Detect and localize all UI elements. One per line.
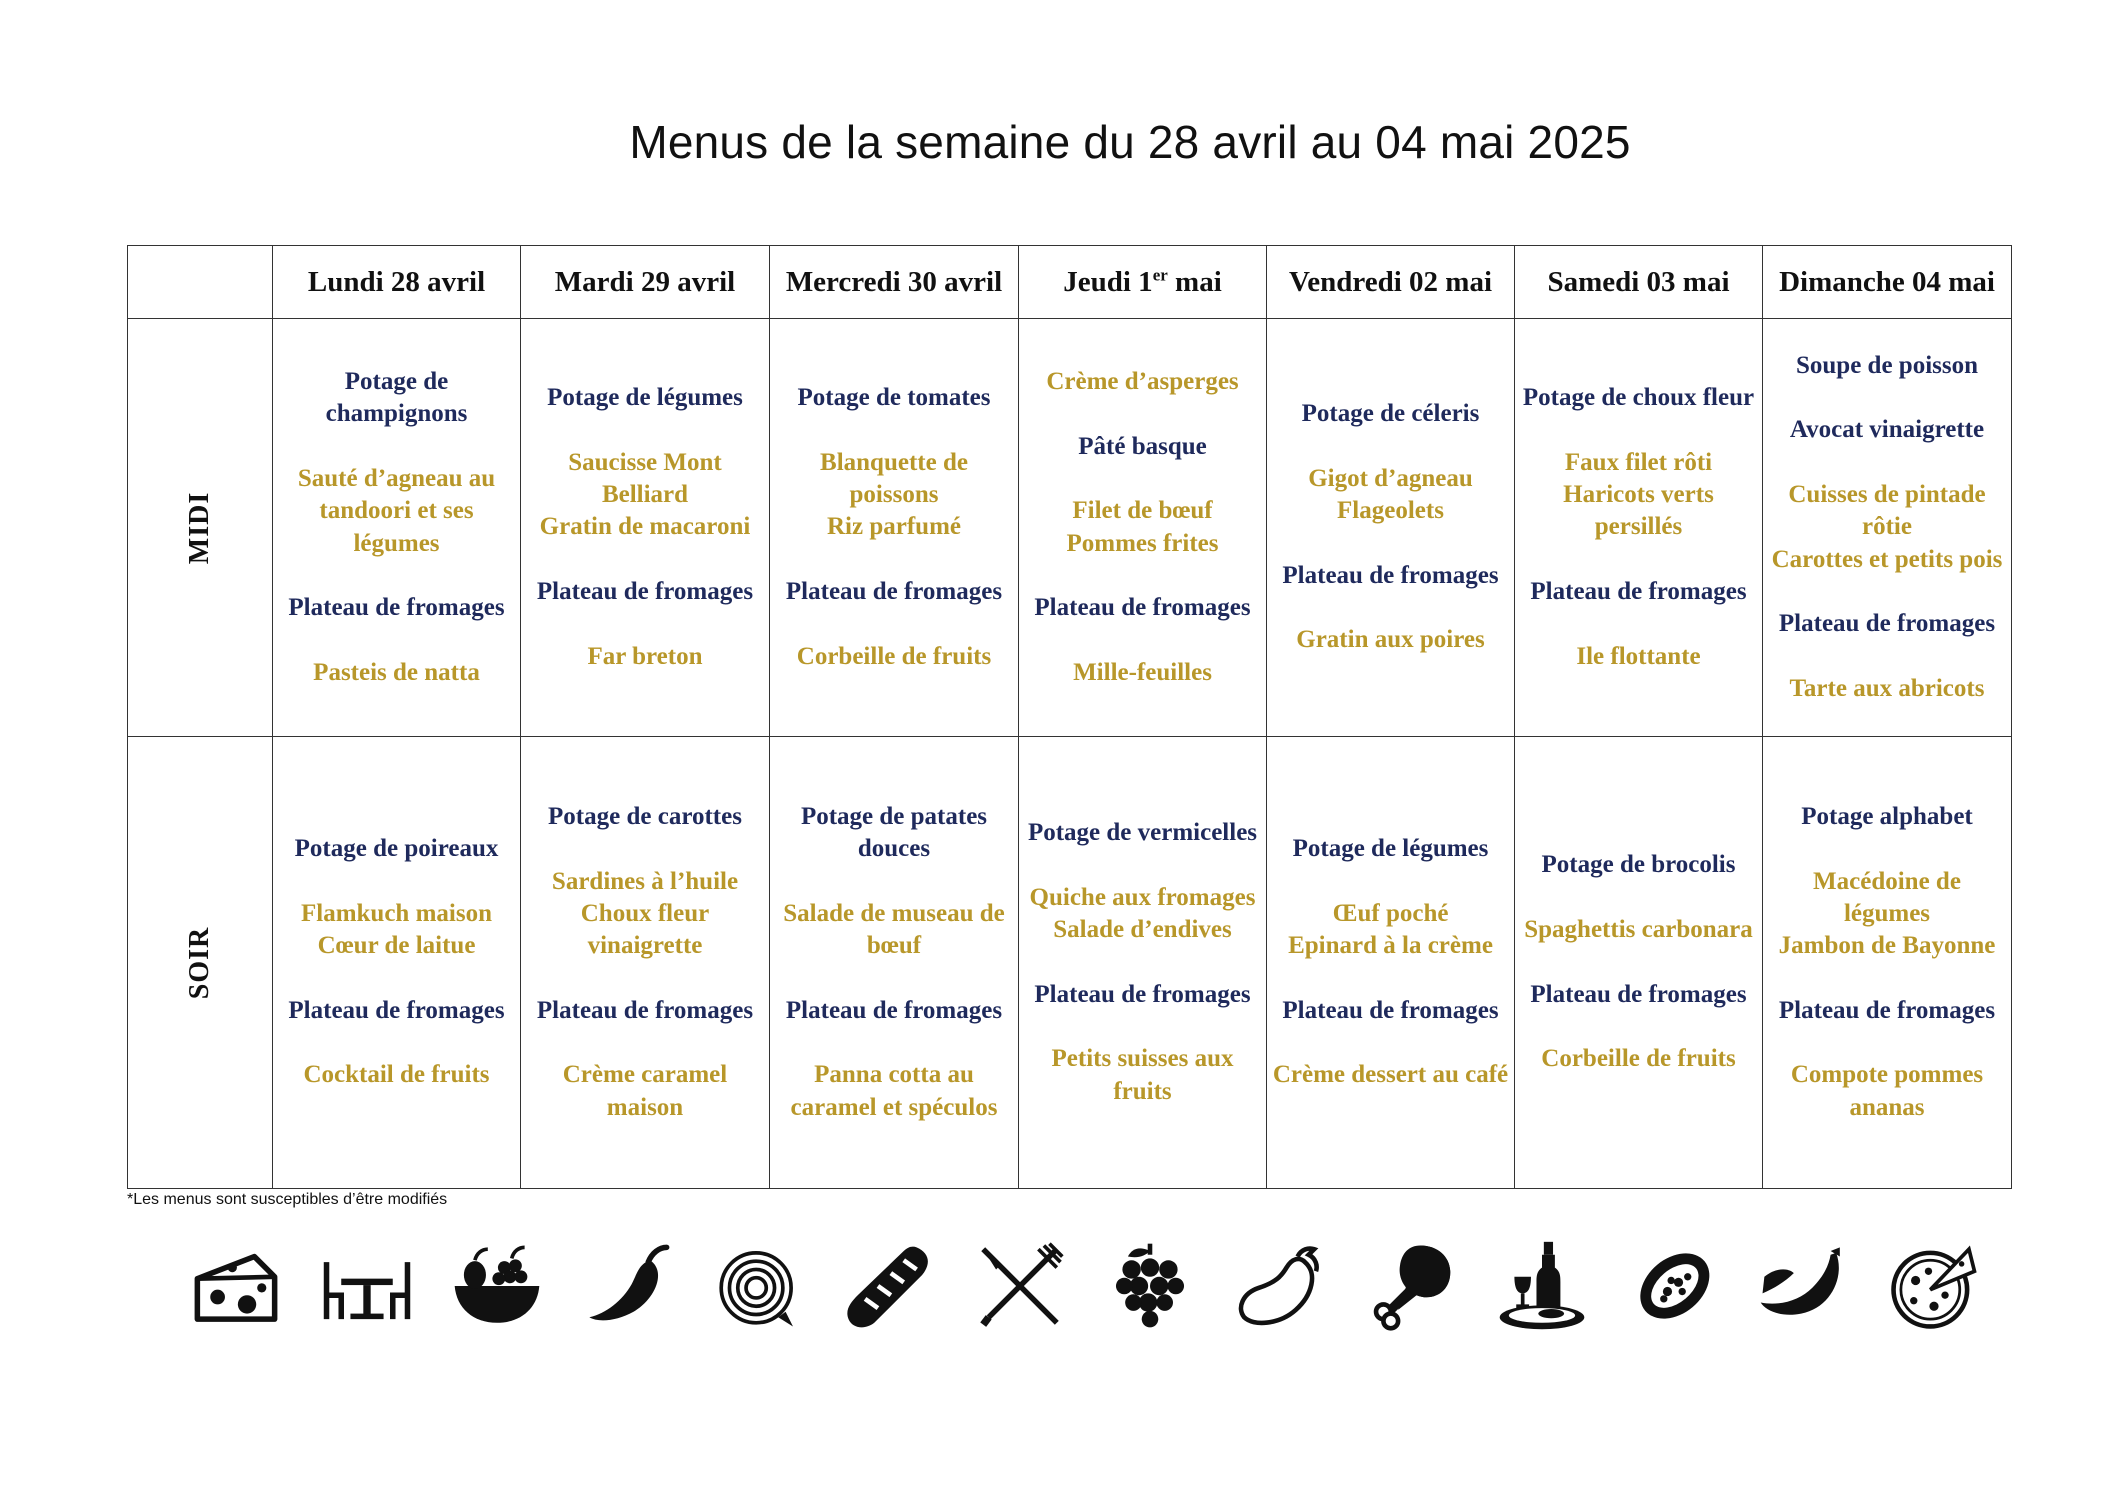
menu-item: Plateau de fromages bbox=[1034, 594, 1251, 622]
day-header bbox=[1019, 246, 1267, 319]
menu-item: Pâté basque bbox=[1078, 432, 1207, 460]
wine-platter-icon bbox=[1496, 1240, 1588, 1332]
menu-item: Crème caramel maison bbox=[562, 1061, 728, 1121]
menu-item: Potage de légumes bbox=[547, 384, 743, 412]
menu-item: Plateau de fromages bbox=[1530, 577, 1747, 605]
menu-item: Mille-feuilles bbox=[1073, 658, 1212, 686]
cheese-icon bbox=[190, 1240, 282, 1332]
day-header-text: mai bbox=[1167, 265, 1222, 298]
menu-item: Potage de carottes bbox=[548, 803, 742, 831]
menu-cell bbox=[1019, 737, 1267, 1189]
menu-cell bbox=[1515, 319, 1763, 737]
menu-item: Faux filet rôti Haricots verts persillés bbox=[1563, 448, 1714, 541]
menu-cell bbox=[521, 319, 770, 737]
menu-item: Cocktail de fruits bbox=[303, 1061, 490, 1089]
menu-cell bbox=[770, 737, 1019, 1189]
menu-item: Plateau de fromages bbox=[1778, 996, 1996, 1024]
menu-item: Cuisses de pintade rôtie Carottes et petits pois bbox=[1771, 481, 2003, 573]
menu-item: Corbeille de fruits bbox=[796, 642, 992, 670]
row-label-soir bbox=[128, 737, 273, 1189]
menu-item: Far breton bbox=[587, 642, 703, 670]
row-label-text: SOIR bbox=[184, 926, 215, 999]
menu-item: Blanquette de poissons Riz parfumé bbox=[820, 448, 968, 541]
menu-item: Petits suisses aux fruits bbox=[1051, 1045, 1234, 1105]
menu-item: Spaghettis carbonara bbox=[1524, 916, 1753, 944]
fruit-bowl-icon bbox=[451, 1240, 543, 1332]
baguette-icon bbox=[843, 1240, 935, 1332]
menu-item: Potage de brocolis bbox=[1541, 851, 1736, 879]
menu-cell bbox=[521, 737, 770, 1189]
table-chairs-icon bbox=[321, 1240, 413, 1332]
disclaimer-note: *Les menus sont susceptibles d’être modifiés bbox=[127, 1191, 448, 1208]
menu-item: Plateau de fromages bbox=[536, 996, 754, 1024]
menu-cell bbox=[1515, 737, 1763, 1189]
menu-item: Crème d’asperges bbox=[1046, 368, 1239, 396]
menu-item: Potage de patates douces bbox=[800, 803, 988, 863]
food-icon-strip bbox=[190, 1236, 1980, 1336]
header-row bbox=[128, 246, 2012, 319]
grapes-icon bbox=[1104, 1240, 1196, 1332]
menu-item: Flamkuch maison Cœur de laitue bbox=[300, 899, 492, 960]
day-header: Mercredi 30 avril bbox=[770, 246, 1019, 319]
chicken-leg-icon bbox=[1365, 1240, 1457, 1332]
menu-cell bbox=[273, 319, 521, 737]
menu-item: Sardines à l’huile Choux fleur vinaigrette bbox=[551, 867, 739, 960]
menu-item: Crème dessert au café bbox=[1272, 1061, 1509, 1089]
menu-item: Plateau de fromages bbox=[1778, 610, 1996, 638]
menu-item: Plateau de fromages bbox=[785, 577, 1003, 605]
menu-item: Panna cotta au caramel et spéculos bbox=[790, 1061, 998, 1121]
menu-item: Corbeille de fruits bbox=[1541, 1045, 1736, 1073]
menu-item: Sauté d’agneau au tandoori et ses légumes bbox=[297, 464, 496, 557]
fork-knife-icon bbox=[974, 1240, 1066, 1332]
day-header: Dimanche 04 mai bbox=[1763, 246, 2012, 319]
pizza-icon bbox=[1888, 1240, 1980, 1332]
chili-pepper-icon bbox=[582, 1240, 674, 1332]
menu-item: Compote pommes ananas bbox=[1790, 1061, 1984, 1121]
row-label-text: MIDI bbox=[184, 491, 215, 564]
menu-item: Plateau de fromages bbox=[288, 996, 505, 1024]
menu-item: Filet de bœuf Pommes frites bbox=[1066, 497, 1219, 557]
onion-icon bbox=[712, 1240, 804, 1332]
menu-item: Salade de museau de bœuf bbox=[783, 899, 1005, 960]
menu-item: Plateau de fromages bbox=[288, 594, 505, 622]
menu-item: Tarte aux abricots bbox=[1789, 674, 1985, 702]
menu-item: Saucisse Mont Belliard Gratin de macaroni bbox=[539, 448, 751, 541]
menu-item: Potage de choux fleur bbox=[1522, 384, 1755, 412]
menu-item: Potage de vermicelles bbox=[1027, 819, 1258, 847]
day-header: Mardi 29 avril bbox=[521, 246, 770, 319]
banana-icon bbox=[1757, 1240, 1849, 1332]
menu-item: Potage de céleris bbox=[1301, 400, 1480, 428]
menu-item: Potage de légumes bbox=[1292, 835, 1489, 863]
menu-item: Plateau de fromages bbox=[1282, 996, 1499, 1024]
day-header-sup: er bbox=[1152, 264, 1168, 284]
menu-item: Plateau de fromages bbox=[1034, 980, 1251, 1008]
papaya-icon bbox=[1627, 1240, 1719, 1332]
day-header: Lundi 28 avril bbox=[273, 246, 521, 319]
menu-item: Gigot d’agneau Flageolets bbox=[1308, 464, 1473, 525]
menu-item: Potage de tomates bbox=[797, 384, 991, 412]
menu-cell bbox=[1763, 319, 2012, 737]
page-title: Menus de la semaine du 28 avril au 04 mai 2025 bbox=[629, 116, 1631, 168]
corner-cell bbox=[128, 246, 273, 319]
menu-item: Œuf poché Epinard à la crème bbox=[1288, 899, 1493, 960]
menu-item: Macédoine de légumes Jambon de Bayonne bbox=[1778, 867, 1996, 960]
menu-item: Quiche aux fromages Salade d’endives bbox=[1029, 883, 1256, 944]
menu-item: Pasteis de natta bbox=[313, 658, 480, 686]
day-header-text: Jeudi 1 bbox=[1063, 265, 1153, 298]
menu-item: Ile flottante bbox=[1576, 642, 1701, 670]
menu-item: Plateau de fromages bbox=[785, 996, 1003, 1024]
menu-item: Avocat vinaigrette bbox=[1789, 416, 1985, 444]
menu-cell bbox=[1267, 737, 1515, 1189]
row-label-midi bbox=[128, 319, 273, 737]
eggplant-icon bbox=[1235, 1240, 1327, 1332]
menu-cell bbox=[1019, 319, 1267, 737]
menu-item: Potage alphabet bbox=[1801, 803, 1973, 831]
day-header: Vendredi 02 mai bbox=[1267, 246, 1515, 319]
menu-item: Plateau de fromages bbox=[1530, 980, 1747, 1008]
menu-cell bbox=[1763, 737, 2012, 1189]
menu-item: Soupe de poisson bbox=[1795, 351, 1979, 379]
menu-item: Potage de champignons bbox=[325, 368, 468, 428]
menu-item: Gratin aux poires bbox=[1296, 626, 1485, 654]
midi-row bbox=[128, 319, 2012, 737]
menu-item: Potage de poireaux bbox=[294, 835, 499, 863]
menu-cell bbox=[273, 737, 521, 1189]
menu-item: Plateau de fromages bbox=[1282, 561, 1499, 589]
menu-table bbox=[127, 245, 2012, 1189]
menu-item: Plateau de fromages bbox=[536, 577, 754, 605]
day-header: Samedi 03 mai bbox=[1515, 246, 1763, 319]
soir-row bbox=[128, 737, 2012, 1189]
menu-cell bbox=[770, 319, 1019, 737]
menu-cell bbox=[1267, 319, 1515, 737]
